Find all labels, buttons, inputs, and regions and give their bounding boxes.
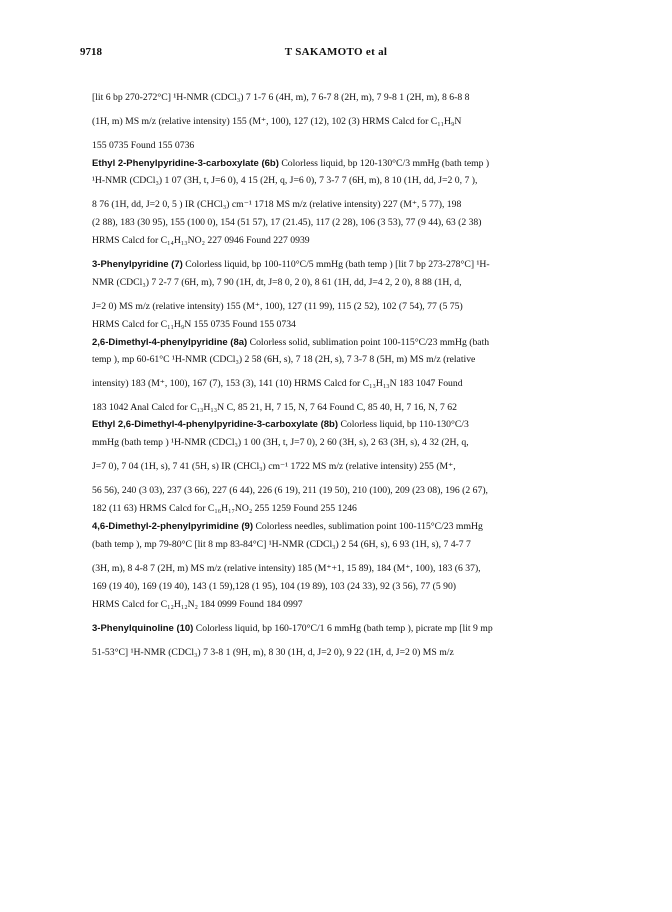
compound-name: 3-Phenylpyridine (7) [92, 259, 183, 270]
text-line: (2 88), 183 (30 95), 155 (100 0), 154 (51 57), 17 (21.45), 117 (2 28), 106 (3 53), 77 (9 44), 63 (2 38) [92, 217, 482, 228]
compound-heading-line: 3-Phenylquinoline (10) Colorless liquid, bp 160-170°C/1 6 mmHg (bath temp ), picrate mp [lit 9 mp [92, 623, 493, 634]
experimental-text [92, 92, 592, 665]
text-line: 56 56), 240 (3 03), 237 (3 66), 227 (6 44), 226 (6 19), 211 (19 50), 210 (100), 209 (23 08), 196 (2 67), [92, 485, 488, 496]
compound-name: Ethyl 2,6-Dimethyl-4-phenylpyridine-3-carboxylate (8b) [92, 419, 339, 430]
text-line: 182 (11 63) HRMS Calcd for C₁₆H₁₇NO₂ 255 1259 Found 255 1246 [92, 503, 357, 514]
text-line: (3H, m), 8 4-8 7 (2H, m) MS m/z (relative intensity) 185 (M⁺+1, 15 89), 184 (M⁺, 100), 183 (6 37), [92, 563, 481, 574]
text-line: NMR (CDCl₃) 7 2-7 7 (6H, m), 7 90 (1H, dt, J=8 0, 2 0), 8 61 (1H, dd, J=4 2, 2 0), 8 88 (1H, d, [92, 277, 462, 288]
text-line: J=2 0) MS m/z (relative intensity) 155 (M⁺, 100), 127 (11 99), 115 (2 52), 102 (7 54), 77 (5 75) [92, 301, 463, 312]
compound-name: 2,6-Dimethyl-4-phenylpyridine (8a) [92, 337, 248, 348]
compound-heading-line: Ethyl 2,6-Dimethyl-4-phenylpyridine-3-carboxylate (8b) Colorless liquid, bp 110-130°C/3 [92, 419, 469, 430]
text-line: 8 76 (1H, dd, J=2 0, 5 ) IR (CHCl₃) cm⁻¹ 1718 MS m/z (relative intensity) 227 (M⁺, 5 77), 198 [92, 199, 462, 210]
running-head: T SAKAMOTO et al [284, 46, 388, 58]
compound-name: Ethyl 2-Phenylpyridine-3-carboxylate (6b) [92, 158, 279, 169]
page-number: 9718 [80, 46, 102, 58]
compound-name: 4,6-Dimethyl-2-phenylpyrimidine (9) [92, 521, 254, 532]
text-line: mmHg (bath temp ) ¹H-NMR (CDCl₃) 1 00 (3H, t, J=7 0), 2 60 (3H, s), 2 63 (3H, s), 4 32 (2H, q, [92, 437, 469, 448]
text-line: (1H, m) MS m/z (relative intensity) 155 (M⁺, 100), 127 (12), 102 (3) HRMS Calcd for C₁₁H₉N [92, 116, 462, 127]
text-line: HRMS Calcd for C₁₄H₁₃NO₂ 227 0946 Found 227 0939 [92, 235, 310, 246]
text-line: HRMS Calcd for C₁₁H₉N 155 0735 Found 155 0734 [92, 319, 296, 330]
text-line: ¹H-NMR (CDCl₃) 1 07 (3H, t, J=6 0), 4 15 (2H, q, J=6 0), 7 3-7 7 (6H, m), 8 10 (1H, dd, J=2 0, 7 ), [92, 175, 478, 186]
text-line: 51-53°C] ¹H-NMR (CDCl₃) 7 3-8 1 (9H, m), 8 30 (1H, d, J=2 0), 9 22 (1H, d, J=2 0) MS m/z [92, 647, 454, 658]
text-line: (bath temp ), mp 79-80°C [lit 8 mp 83-84°C] ¹H-NMR (CDCl₃) 2 54 (6H, s), 6 93 (1H, s), 7 4-7 7 [92, 539, 471, 550]
compound-heading-line: 3-Phenylpyridine (7) Colorless liquid, bp 100-110°C/5 mmHg (bath temp ) [lit 7 bp 273-278°C] ¹H- [92, 259, 490, 270]
text-line: 155 0735 Found 155 0736 [92, 140, 195, 151]
text-line: 169 (19 40), 169 (19 40), 143 (1 59),128 (1 95), 104 (19 89), 103 (24 33), 92 (3 56), 77 (5 90) [92, 581, 457, 592]
compound-name: 3-Phenylquinoline (10) [92, 623, 194, 634]
text-line: J=7 0), 7 04 (1H, s), 7 41 (5H, s) IR (CHCl₃) cm⁻¹ 1722 MS m/z (relative intensity) 255 (M⁺, [92, 461, 456, 472]
compound-heading-line: Ethyl 2-Phenylpyridine-3-carboxylate (6b) Colorless liquid, bp 120-130°C/3 mmHg (bath temp ) [92, 158, 490, 169]
text-line: temp ), mp 60-61°C ¹H-NMR (CDCl₃) 2 58 (6H, s), 7 18 (2H, s), 7 3-7 8 (5H, m) MS m/z (relative [92, 354, 476, 365]
page-header [0, 46, 672, 62]
compound-heading-line: 2,6-Dimethyl-4-phenylpyridine (8a) Colorless solid, sublimation point 100-115°C/23 mmHg (bath [92, 337, 490, 348]
text-line: [lit 6 bp 270-272°C] ¹H-NMR (CDCl₃) 7 1-7 6 (4H, m), 7 6-7 8 (2H, m), 7 9-8 1 (2H, m), 8 6-8 8 [92, 92, 470, 103]
text-line: HRMS Calcd for C₁₂H₁₂N₂ 184 0999 Found 184 0997 [92, 599, 303, 610]
text-line: 183 1042 Anal Calcd for C₁₃H₁₃N C, 85 21, H, 7 15, N, 7 64 Found C, 85 40, H, 7 16, N, 7 62 [92, 402, 457, 413]
text-line: intensity) 183 (M⁺, 100), 167 (7), 153 (3), 141 (10) HRMS Calcd for C₁₃H₁₃N 183 1047 Found [92, 378, 463, 389]
compound-heading-line: 4,6-Dimethyl-2-phenylpyrimidine (9) Colorless needles, sublimation point 100-115°C/23 mmHg [92, 521, 483, 532]
